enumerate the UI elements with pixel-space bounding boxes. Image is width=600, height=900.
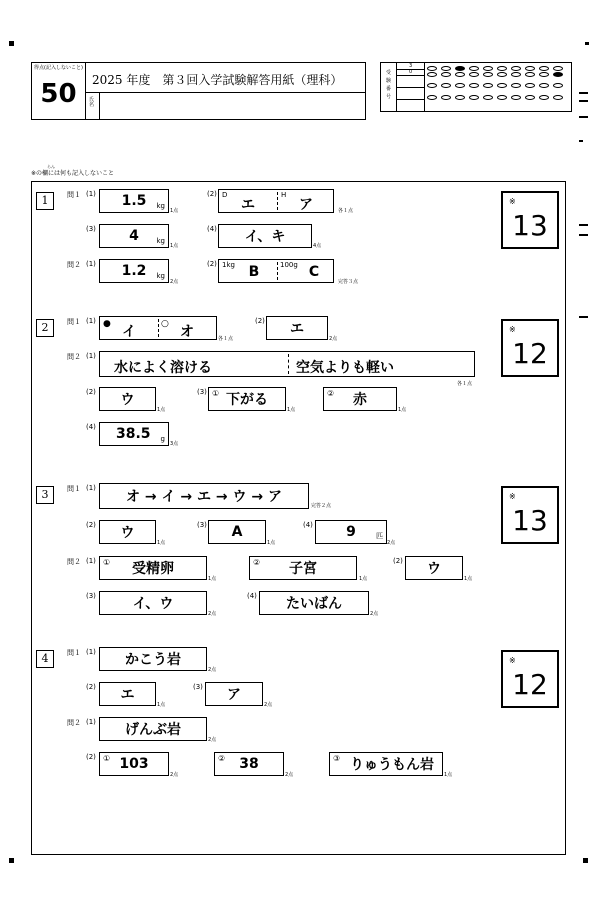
- registration-mark-bottom-right: [583, 858, 588, 863]
- exam-number-bubble[interactable]: [469, 83, 479, 88]
- section-1-number: 1: [36, 192, 54, 210]
- exam-number-bubble[interactable]: [483, 95, 493, 100]
- section-3-answer-q2-1-2[interactable]: [249, 556, 357, 580]
- section-2-b1-sub: (1): [86, 352, 96, 360]
- exam-title: 2025 年度 第３回入学試験解答用紙（理科）: [92, 73, 343, 87]
- section-4-answer-q2-1[interactable]: [99, 717, 207, 741]
- section-4-b1-sub: (1): [86, 718, 96, 726]
- answer-text: ウ: [120, 392, 135, 408]
- timing-mark: [579, 100, 588, 102]
- answer-text: 9: [346, 524, 356, 540]
- score-label: 得点(記入しないこと): [34, 65, 83, 71]
- section-3-answer-2[interactable]: [99, 520, 156, 544]
- section-3-answer-q2-2[interactable]: [405, 556, 463, 580]
- section-2-b4-sub: (4): [86, 423, 96, 431]
- answer-text: ウ: [427, 561, 441, 577]
- note-text: ※の欄には何も記入しないこと: [31, 170, 115, 177]
- exam-number-bubble[interactable]: [427, 95, 437, 100]
- section-1-a2-sub: (2): [207, 190, 217, 198]
- answer-right-value: オ: [180, 324, 194, 340]
- exam-number-bubble[interactable]: [497, 72, 507, 77]
- answer-unit: kg: [156, 272, 165, 280]
- timing-mark: [579, 116, 588, 118]
- section-4-a1-sub: (1): [86, 648, 96, 656]
- exam-number-bubble[interactable]: [483, 83, 493, 88]
- section-4-a2-sub: (2): [86, 683, 96, 691]
- section-1-q2-label: 問２: [67, 261, 81, 269]
- answer-text: ウ: [120, 525, 135, 541]
- points-label: 各１点: [338, 208, 354, 214]
- section-4-b2-sub: (2): [86, 753, 96, 761]
- points-label: 1点: [157, 702, 166, 708]
- section-1-answer-q2-1[interactable]: [99, 259, 169, 283]
- points-label: 1点: [464, 576, 473, 582]
- section-3-a1-sub: (1): [86, 484, 96, 492]
- answer-right-label: ○: [161, 319, 169, 329]
- exam-number-bubble[interactable]: [525, 83, 535, 88]
- section-3-number: 3: [36, 486, 54, 504]
- section-3-q2-label: 問２: [67, 558, 81, 566]
- points-label: 2点: [208, 737, 217, 743]
- answer-text: たいばん: [286, 596, 342, 612]
- section-1-answer-3[interactable]: [99, 224, 169, 248]
- exam-number-bubble[interactable]: [539, 66, 549, 71]
- circle-number: ②: [253, 558, 261, 567]
- points-label: 2点: [208, 611, 217, 617]
- answer-unit: kg: [156, 202, 165, 210]
- answer-right-value: C: [308, 264, 320, 280]
- timing-mark: [579, 140, 583, 142]
- section-3-answer-q2-1-1[interactable]: [99, 556, 207, 580]
- section-1-a4-sub: (4): [207, 225, 217, 233]
- points-label: 2点: [208, 667, 217, 673]
- timing-mark: [585, 42, 589, 45]
- exam-number-bubble[interactable]: [441, 95, 451, 100]
- points-label: 1点: [444, 772, 453, 778]
- section-1-answer-1[interactable]: [99, 189, 169, 213]
- score-note: ※: [509, 197, 516, 206]
- exam-number-bubble[interactable]: [525, 66, 535, 71]
- timing-mark: [579, 92, 588, 94]
- answer-left-value: 水によく溶ける: [114, 360, 212, 376]
- section-2-answer-q2-4[interactable]: [99, 422, 169, 446]
- section-2-q2-label: 問２: [67, 353, 81, 361]
- circle-number: ①: [103, 558, 111, 567]
- exam-digit: 3: [409, 63, 413, 69]
- answer-text: A: [231, 524, 243, 540]
- answer-text: げんぶ岩: [125, 722, 181, 738]
- exam-number-bubble[interactable]: [511, 83, 521, 88]
- circle-number: ①: [212, 389, 220, 398]
- timing-mark: [579, 234, 588, 236]
- answer-left-value: イ: [122, 324, 136, 340]
- answer-text: 子宮: [289, 561, 317, 577]
- section-2-answer-1[interactable]: [99, 316, 217, 340]
- exam-number-bubble[interactable]: [511, 66, 521, 71]
- answer-text: イ、ウ: [132, 596, 174, 612]
- exam-number-bubble[interactable]: [497, 95, 507, 100]
- name-field[interactable]: [102, 94, 362, 118]
- exam-number-bubble[interactable]: [427, 66, 437, 71]
- answer-text: 1.5: [121, 193, 147, 209]
- points-label: 4点: [313, 243, 322, 249]
- answer-text: 1.2: [121, 263, 147, 279]
- exam-number-bubble[interactable]: [553, 66, 563, 71]
- answer-text: オ → イ → エ → ウ → ア: [126, 489, 282, 505]
- answer-unit: kg: [156, 237, 165, 245]
- section-1-score-box: [501, 191, 559, 249]
- points-label: 1点: [287, 407, 296, 413]
- section-3-b1-sub: (1): [86, 557, 96, 565]
- points-label: 2点: [170, 772, 179, 778]
- section-2-score-box: [501, 319, 559, 377]
- title-divider: [86, 92, 365, 93]
- section-3-answer-4[interactable]: [315, 520, 387, 544]
- section-1-answer-4[interactable]: [218, 224, 312, 248]
- answer-text: イ、キ: [244, 229, 286, 245]
- answer-text: エ: [290, 321, 304, 337]
- circle-number: ③: [333, 754, 341, 763]
- answer-unit: g: [160, 435, 165, 443]
- points-label: 各１点: [218, 336, 234, 342]
- exam-number-bubble[interactable]: [455, 95, 465, 100]
- points-label: 1点: [157, 540, 166, 546]
- section-4-answer-2[interactable]: [99, 682, 156, 706]
- section-3-b3-sub: (3): [86, 592, 96, 600]
- exam-number-bubble[interactable]: [455, 72, 465, 77]
- answer-right-value: 空気よりも軽い: [296, 360, 394, 376]
- exam-number-label: 受験番号: [386, 70, 392, 100]
- section-4-q1-label: 問１: [67, 649, 81, 657]
- answer-unit: 匹: [376, 532, 383, 540]
- exam-number-bubble[interactable]: [441, 83, 451, 88]
- section-1-a3-sub: (3): [86, 225, 96, 233]
- answer-text: 38: [239, 756, 259, 772]
- points-label: 2点: [329, 336, 338, 342]
- circle-number: ②: [218, 754, 226, 763]
- points-label: 各１点: [457, 381, 473, 387]
- section-3-b4-sub: (4): [247, 592, 257, 600]
- answer-text: 38.5: [116, 426, 151, 442]
- section-4-score: 12: [512, 668, 548, 701]
- answer-left-label: ●: [103, 319, 111, 329]
- answer-left-label: 1kg: [222, 261, 235, 269]
- points-label: 1点: [267, 540, 276, 546]
- section-2-b3-sub: (3): [197, 388, 207, 396]
- section-1-b1-sub: (1): [86, 260, 96, 268]
- points-label: 1点: [359, 576, 368, 582]
- section-2-answer-q2-1[interactable]: [99, 351, 475, 377]
- section-3-score: 13: [512, 504, 548, 537]
- name-label: 氏名: [89, 97, 95, 108]
- exam-number-bubble[interactable]: [455, 66, 465, 71]
- score-cell: [32, 63, 86, 119]
- timing-mark: [579, 224, 588, 226]
- exam-number-bubble[interactable]: [455, 83, 465, 88]
- exam-number-bubble[interactable]: [497, 83, 507, 88]
- answer-2-left-label: D: [222, 191, 228, 199]
- exam-number-bubble[interactable]: [539, 95, 549, 100]
- section-3-b2-sub: (2): [393, 557, 403, 565]
- section-4-answer-1[interactable]: [99, 647, 207, 671]
- circle-number: ②: [327, 389, 335, 398]
- answer-text: 4: [129, 228, 139, 244]
- exam-number-bubble[interactable]: [483, 72, 493, 77]
- points-label: 2点: [170, 279, 179, 285]
- section-4-q2-label: 問２: [67, 719, 81, 727]
- section-2-a1-sub: (1): [86, 317, 96, 325]
- exam-number-bubble[interactable]: [553, 72, 563, 77]
- section-2-score: 12: [512, 337, 548, 370]
- score-note: ※: [509, 492, 516, 501]
- exam-number-bubble[interactable]: [525, 72, 535, 77]
- answer-text: りゅうもん岩: [350, 757, 434, 773]
- exam-number-label-cell: [381, 63, 397, 111]
- points-label: 1点: [170, 243, 179, 249]
- answer-text: エ: [120, 687, 135, 703]
- answer-2-right-value: ア: [299, 197, 313, 213]
- answer-text: ア: [227, 687, 241, 703]
- exam-number-bubble[interactable]: [469, 72, 479, 77]
- registration-mark-bottom-left: [9, 858, 14, 863]
- section-3-answer-3[interactable]: [208, 520, 266, 544]
- section-4-answer-q2-2-2[interactable]: [214, 752, 284, 776]
- section-4-answer-q2-2-3[interactable]: [329, 752, 443, 776]
- section-2-a2-sub: (2): [255, 317, 265, 325]
- exam-number-bubble[interactable]: [553, 95, 563, 100]
- points-label: 1点: [170, 208, 179, 214]
- section-2-number: 2: [36, 319, 54, 337]
- exam-digit-column: [397, 63, 425, 111]
- exam-digit: 0: [409, 69, 413, 75]
- exam-number-bubble[interactable]: [511, 72, 521, 77]
- points-label: 完答３点: [338, 279, 359, 285]
- exam-number-bubble[interactable]: [469, 95, 479, 100]
- answer-right-label: 100g: [280, 261, 298, 269]
- section-3-a3-sub: (3): [197, 521, 207, 529]
- points-label: 3点: [170, 441, 179, 447]
- answer-left-value: B: [248, 264, 260, 280]
- answer-text: 受精卵: [132, 561, 174, 577]
- header-block: [31, 62, 366, 120]
- section-3-answer-q2-3[interactable]: [99, 591, 207, 615]
- answer-text: 103: [119, 756, 149, 772]
- section-2-b2-sub: (2): [86, 388, 96, 396]
- exam-number-bubble[interactable]: [483, 66, 493, 71]
- points-label: 2点: [285, 772, 294, 778]
- exam-number-bubble[interactable]: [427, 72, 437, 77]
- points-label: 2点: [264, 702, 273, 708]
- exam-number-bubble[interactable]: [539, 83, 549, 88]
- answer-text: かこう岩: [125, 652, 181, 668]
- points-label: 2点: [387, 540, 396, 546]
- score-note: ※: [509, 325, 516, 334]
- points-label: 1点: [398, 407, 407, 413]
- answer-2-right-label: H: [281, 191, 287, 199]
- exam-number-bubble[interactable]: [525, 95, 535, 100]
- name-label-cell: [86, 92, 100, 119]
- section-2-answer-q2-3-1[interactable]: [208, 387, 286, 411]
- section-2-answer-2[interactable]: [266, 316, 328, 340]
- section-1-b2-sub: (2): [207, 260, 217, 268]
- section-1-a1-sub: (1): [86, 190, 96, 198]
- note-ruby: らん: [47, 164, 55, 169]
- section-4-number: 4: [36, 650, 54, 668]
- section-1-q1-label: 問１: [67, 191, 81, 199]
- section-4-a3-sub: (3): [193, 683, 203, 691]
- section-2-q1-label: 問１: [67, 318, 81, 326]
- section-2-answer-q2-2[interactable]: [99, 387, 156, 411]
- section-3-a2-sub: (2): [86, 521, 96, 529]
- section-2-answer-q2-3-2[interactable]: [323, 387, 397, 411]
- answer-text: 赤: [353, 392, 367, 408]
- exam-number-bubble[interactable]: [497, 66, 507, 71]
- section-3-a4-sub: (4): [303, 521, 313, 529]
- points-label: 1点: [157, 407, 166, 413]
- points-label: 完答２点: [311, 503, 332, 509]
- section-3-answer-q2-4[interactable]: [259, 591, 369, 615]
- points-label: 1点: [208, 576, 217, 582]
- section-1-answer-2[interactable]: [218, 189, 334, 213]
- section-4-answer-q2-2-1[interactable]: [99, 752, 169, 776]
- section-3-answer-1[interactable]: [99, 483, 309, 509]
- exam-number-bubble[interactable]: [427, 83, 437, 88]
- total-score: 50: [40, 79, 77, 109]
- circle-number: ①: [103, 754, 111, 763]
- exam-number-bubble[interactable]: [539, 72, 549, 77]
- section-1-score: 13: [512, 209, 548, 242]
- timing-mark: [579, 316, 588, 318]
- exam-number-bubble[interactable]: [441, 66, 451, 71]
- answer-text: 下がる: [226, 392, 268, 408]
- section-1-answer-q2-2[interactable]: [218, 259, 334, 283]
- exam-number-block: [380, 62, 572, 112]
- section-4-score-box: [501, 650, 559, 708]
- section-4-answer-3[interactable]: [205, 682, 263, 706]
- exam-number-bubble-grid[interactable]: [427, 65, 571, 109]
- exam-number-bubble[interactable]: [441, 72, 451, 77]
- answer-2-left-value: エ: [241, 197, 255, 213]
- registration-mark-top-left: [9, 41, 14, 46]
- exam-number-bubble[interactable]: [511, 95, 521, 100]
- exam-number-bubble[interactable]: [469, 66, 479, 71]
- exam-number-bubble[interactable]: [553, 83, 563, 88]
- points-label: 2点: [370, 611, 379, 617]
- score-note: ※: [509, 656, 516, 665]
- section-3-q1-label: 問１: [67, 485, 81, 493]
- section-3-score-box: [501, 486, 559, 544]
